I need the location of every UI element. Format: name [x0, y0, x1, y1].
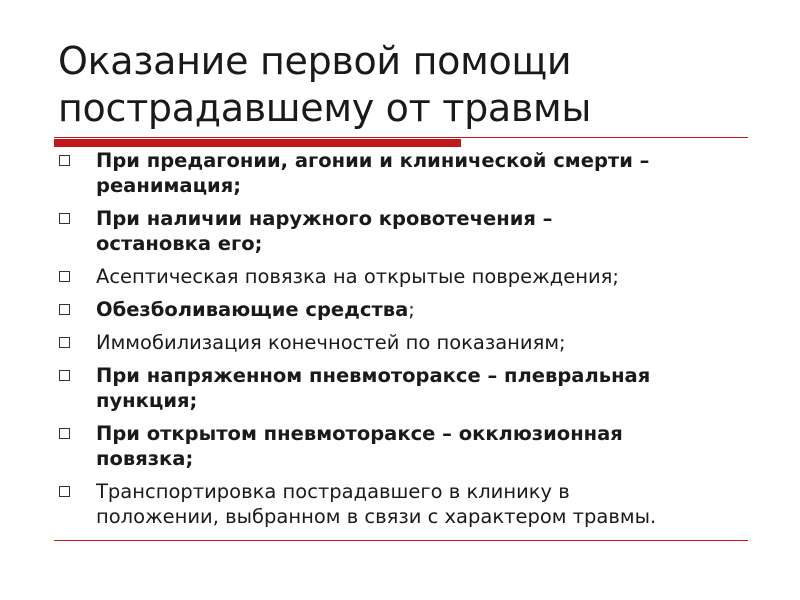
list-item [58, 363, 758, 421]
list-item [58, 421, 758, 479]
list-item [58, 264, 758, 297]
list-item-line: пункция; [96, 389, 198, 412]
list-item-line: При открытом пневмотораксе – окклюзионная [96, 422, 623, 445]
list-item-line: Иммобилизация конечностей по показаниям; [96, 331, 566, 354]
hollow-square-icon [59, 155, 70, 166]
list-item-line: При наличии наружного кровотечения – [96, 207, 553, 230]
list-item-text [96, 148, 758, 198]
list-item-line [96, 297, 758, 322]
list-item-text [96, 363, 758, 413]
list-item-text [96, 206, 758, 256]
list-item-text [96, 421, 758, 471]
hollow-square-icon [59, 213, 70, 224]
list-item-line: повязка; [96, 447, 194, 470]
list-item-line: остановка его; [96, 232, 263, 255]
list-item [58, 330, 758, 363]
list-item-normal-part: ; [408, 298, 415, 321]
list-item-text [96, 330, 758, 355]
list-item [58, 297, 758, 330]
list-item-bold-part: Обезболивающие средства [96, 298, 409, 321]
list-item [58, 479, 758, 537]
hollow-square-icon [59, 304, 70, 315]
footer-divider [54, 540, 748, 541]
bullet-list [58, 148, 758, 537]
list-item [58, 206, 758, 264]
slide-title [58, 38, 758, 132]
title-divider-thin [54, 137, 748, 138]
list-item-line: Транспортировка пострадавшего в клинику в [96, 480, 570, 503]
list-item-text [96, 264, 758, 289]
hollow-square-icon [59, 337, 70, 348]
list-item-line: реанимация; [96, 174, 242, 197]
title-divider-accent-bar [54, 139, 461, 147]
list-item-line: Асептическая повязка на открытые повреждения; [96, 265, 619, 288]
hollow-square-icon [59, 428, 70, 439]
list-item-line: При напряженном пневмотораксе – плевральная [96, 364, 651, 387]
hollow-square-icon [59, 486, 70, 497]
slide-title-line-2: пострадавшему от травмы [58, 86, 592, 130]
list-item [58, 148, 758, 206]
list-item-line: При предагонии, агонии и клинической смерти – [96, 149, 650, 172]
list-item-text [96, 479, 758, 529]
hollow-square-icon [59, 271, 70, 282]
hollow-square-icon [59, 370, 70, 381]
slide-title-line-1: Оказание первой помощи [58, 39, 572, 83]
list-item-text [96, 297, 758, 322]
list-item-line: положении, выбранном в связи с характером травмы. [96, 505, 657, 528]
